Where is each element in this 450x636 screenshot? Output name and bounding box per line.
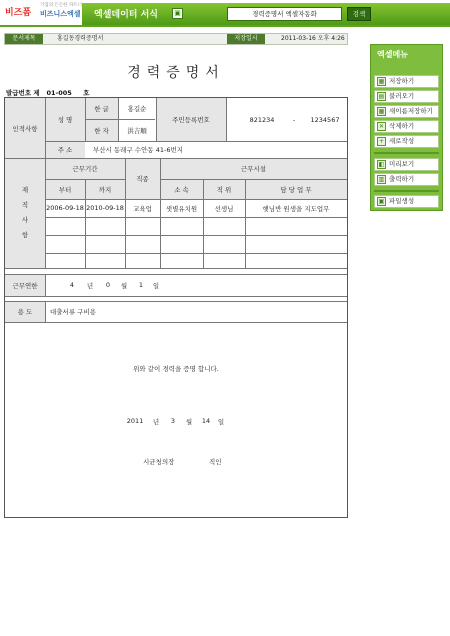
certificate-form: [4, 97, 348, 518]
new-document-icon: +: [378, 138, 385, 145]
issue-number-label: 발급번호 제: [6, 89, 40, 97]
tenure-years-field[interactable]: 4: [69, 281, 75, 289]
search-button[interactable]: 검색: [347, 7, 371, 21]
print-menu-item[interactable]: [374, 173, 439, 186]
department-label: 소 속: [174, 185, 189, 194]
open-icon: ▤: [378, 93, 385, 100]
purpose-field[interactable]: 대출서류 구비용: [50, 308, 97, 316]
document-info-bar: [4, 33, 348, 45]
save-as-icon: ▦: [378, 108, 385, 115]
career-job-cell[interactable]: [125, 235, 160, 253]
preview-icon: ◧: [378, 161, 385, 168]
issue-year-unit: 년: [152, 417, 160, 426]
header-divider: [0, 25, 450, 27]
delete-menu-item[interactable]: [374, 120, 439, 133]
address-field[interactable]: 부산시 동래구 수안동 41-6번지: [93, 146, 184, 154]
file-create-menu-item[interactable]: [374, 195, 439, 208]
purpose-label: 용 도: [17, 308, 33, 316]
career-job-cell[interactable]: [125, 253, 160, 268]
header-bar: [82, 3, 450, 25]
save-icon: ▦: [378, 78, 385, 85]
preview-menu-label: 미리보기: [389, 160, 415, 168]
hanja-name-field[interactable]: 洪吉順: [127, 126, 147, 135]
issue-number-suffix: 호: [83, 89, 90, 97]
excel-icon: ▣: [172, 8, 183, 19]
career-to-cell[interactable]: 2010-09-18: [86, 204, 124, 212]
issue-day-unit: 일: [217, 417, 225, 426]
save-as-menu-label: 새이름저장하기: [389, 107, 433, 115]
file-create-icon: ▣: [378, 198, 385, 205]
tenure-months-field[interactable]: 0: [105, 281, 111, 289]
search-input[interactable]: 경력증명서 엑셀자동화: [227, 7, 342, 21]
tenure-years-unit: 년: [86, 281, 94, 290]
career-from-cell[interactable]: [45, 235, 85, 253]
hanja-label: 한 자: [94, 126, 109, 135]
print-icon: ▥: [378, 176, 385, 183]
tenure-days-field[interactable]: 1: [138, 281, 144, 289]
excel-menu-panel: [370, 44, 443, 211]
career-position-cell[interactable]: [203, 253, 245, 268]
excel-menu-title: 엑셀메뉴: [377, 50, 408, 59]
bizforms-logo[interactable]: 비즈폼: [5, 8, 32, 18]
signer-name[interactable]: 시균청의장: [143, 457, 175, 466]
tenure-label: 근무연한: [12, 281, 38, 290]
hangul-name-field[interactable]: 홍길순: [127, 105, 147, 113]
career-section-label: 재직사항: [21, 186, 29, 239]
duty-label: 담 당 업 무: [280, 185, 312, 194]
save-menu-item[interactable]: [374, 75, 439, 88]
logo-text: 비즈니스엑셀: [40, 10, 81, 18]
from-label: 부터: [58, 185, 72, 194]
career-duty-cell[interactable]: [245, 217, 347, 235]
menu-divider: [374, 190, 439, 192]
address-label: 주 소: [57, 146, 73, 154]
career-duty-cell[interactable]: 햇님반 원생을 지도업무: [262, 204, 330, 213]
issue-year-field[interactable]: 2011: [126, 417, 144, 425]
menu-divider: [374, 152, 439, 154]
name-label: 성 명: [57, 116, 73, 124]
career-from-cell[interactable]: [45, 253, 85, 268]
career-position-cell[interactable]: [203, 235, 245, 253]
certificate-title: 경력증명서: [127, 65, 225, 81]
rrn-separator: -: [292, 115, 296, 124]
open-menu-label: 불러오기: [389, 92, 415, 100]
file-create-menu-label: 파일생성: [389, 197, 415, 205]
career-job-cell[interactable]: 교육업: [133, 204, 152, 213]
tenure-days-unit: 일: [152, 281, 160, 290]
career-dept-cell[interactable]: 샛별유치원: [165, 204, 198, 213]
career-dept-cell[interactable]: [160, 235, 203, 253]
career-position-cell[interactable]: [203, 217, 245, 235]
position-label: 직 위: [216, 185, 232, 194]
career-to-cell[interactable]: [85, 217, 125, 235]
career-from-cell[interactable]: [45, 217, 85, 235]
rrn-front-field[interactable]: 821234: [249, 115, 275, 124]
save-date-label: 저장일시: [227, 34, 265, 44]
delete-icon: ✕: [378, 123, 385, 130]
rrn-back-field[interactable]: 1234567: [310, 115, 340, 124]
career-job-cell[interactable]: [125, 217, 160, 235]
document-name-label: 문서제목: [5, 34, 43, 44]
job-type-label: 직종: [136, 175, 149, 183]
logo-tagline: 기업의 든든한 파트너: [40, 3, 82, 8]
delete-menu-label: 삭제하기: [389, 122, 415, 130]
workplace-label: 근무시설: [240, 165, 267, 173]
biz-excel-logo[interactable]: [40, 2, 80, 23]
period-label: 근무기간: [72, 165, 98, 173]
preview-menu-item[interactable]: [374, 158, 439, 171]
issue-number-value[interactable]: 01-005: [46, 89, 72, 97]
career-position-cell[interactable]: 선생님: [214, 204, 234, 213]
new-document-menu-item[interactable]: [374, 135, 439, 148]
issue-number: [6, 88, 89, 97]
hangul-label: 한 글: [94, 105, 109, 113]
certification-statement: 위와 같이 경력을 증명 합니다.: [133, 364, 219, 373]
new-document-menu-label: 새로작성: [389, 137, 415, 145]
open-menu-item[interactable]: [374, 90, 439, 103]
seal-label: 직인: [209, 457, 222, 466]
issue-month-field[interactable]: 3: [170, 417, 176, 425]
career-to-cell[interactable]: [85, 235, 125, 253]
issue-month-unit: 월: [185, 417, 193, 426]
career-to-cell[interactable]: [85, 253, 125, 268]
career-duty-cell[interactable]: [245, 235, 347, 253]
career-dept-cell[interactable]: [160, 217, 203, 235]
rrn-label: 주민등록번호: [172, 116, 210, 124]
save-menu-label: 저장하기: [389, 77, 415, 85]
save-as-menu-item[interactable]: [374, 105, 439, 118]
personal-section-label: 인적사항: [12, 124, 38, 133]
app-title: 엑셀데이터 서식: [94, 10, 158, 20]
document-name-value: 홍길동경력증명서: [57, 35, 104, 42]
top-header: [0, 0, 450, 25]
issue-day-field[interactable]: 14: [201, 417, 211, 425]
tenure-months-unit: 월: [120, 281, 128, 290]
save-date-value: 2011-03-16 오후 4:26: [281, 35, 345, 42]
career-from-cell[interactable]: 2006-09-18: [46, 204, 84, 212]
career-dept-cell[interactable]: [160, 253, 203, 268]
to-label: 까지: [98, 185, 112, 194]
career-duty-cell[interactable]: [245, 253, 347, 268]
print-menu-label: 출력하기: [389, 175, 415, 183]
